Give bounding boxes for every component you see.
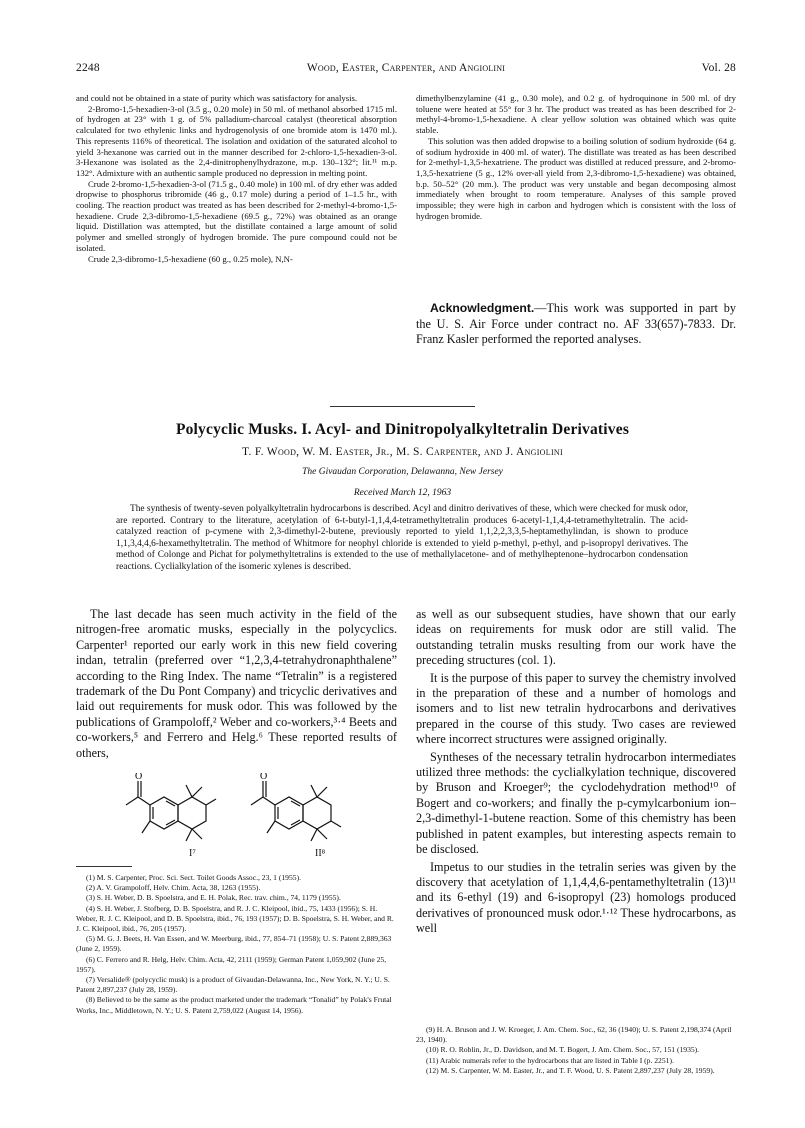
acknowledgment-heading: Acknowledgment. [430, 301, 535, 315]
structure-I-drawing [126, 773, 216, 841]
footnote: (3) S. H. Weber, D. B. Spoelstra, and E. H. Polak, Rec. trav. chim., 74, 1179 (1955). [86, 893, 341, 903]
footnote: (8) Believed to be the same as the product marketed under the trademark “Tonalid” by Polak's Frutal Works, Inc., Middletown, N. Y.; U. S. Patent 2,759,022 (August 14, 1956). [76, 995, 392, 1015]
page-number: 2248 [76, 62, 100, 74]
paragraph: It is the purpose of this paper to survey the chemistry involved in the preparation of these and a number of homologs and isomers and to list new tetralin hydrocarbons and derivatives prepared in the course of this study. Two cases are reviewed where incorrect structures were assigned originally. [416, 670, 736, 747]
footnote: (7) Versalide® (polycyclic musk) is a product of Givaudan-Delawanna, Inc., New York, N. Y.; U. S. Patent 2,897,237 (July 28, 1959). [76, 975, 390, 995]
footnote: (4) S. H. Weber, J. Stofberg, D. B. Spoelstra, and R. J. C. Kleipool, ibid., 75, 1433 (1956); S. H. Weber, R. J. C. Kleipool, and D. B. Spoelstra, ibid., 76, 193 (1957); D. B. Spoelstra, S. H. Weber, and R. J. C. Kleipool, ibid., 76, 205 (1957). [76, 903, 394, 934]
footnote-rule [76, 866, 132, 867]
paragraph: as well as our subsequent studies, have shown that our early ideas on requirements for musk odor are still valid. The outstanding tetralin musks resulting from our work have the preceding structures (col. 1). [416, 607, 736, 668]
footnotes-left [76, 873, 397, 1016]
footnote: (9) H. A. Bruson and J. W. Kroeger, J. Am. Chem. Soc., 62, 36 (1940); U. S. Patent 2,198,374 (April 23, 1940). [416, 1025, 732, 1045]
footnote: (12) M. S. Carpenter, W. M. Easter, Jr., and T. F. Wood, U. S. Patent 2,897,237 (July 28, 1959). [426, 1065, 715, 1075]
prev-article-right-column [416, 93, 736, 221]
article-divider [330, 406, 475, 407]
footnote: (6) C. Ferrero and R. Helg, Helv. Chim. Acta, 42, 2111 (1959); German Patent 1,059,902 (June 25, 1957). [76, 954, 387, 974]
structure-II-drawing [251, 773, 341, 841]
paragraph: dimethylbenzylamine (41 g., 0.30 mole), and 0.2 g. of hydroquinone in 500 ml. of dry toluene were heated at 55° for 3 hr. The product was treated as has been described for 2-methyl-4-bromo-1,5-hexadiene. A clear yellow solution was obtained which was quite stable. [416, 93, 736, 136]
acknowledgment-text: —This work was supported in part by the U. S. Air Force under contract no. AF 33(657)-7833. Dr. Franz Kasler performed the reported analyses. [416, 301, 736, 347]
paragraph: Syntheses of the necessary tetralin hydrocarbon intermediates utilized three methods: the cyclialkylation technique, discovered by Bruson and Kroeger⁹; the cyclodehydration method¹⁰ of Bogert and co-workers; and finally the p-cymylcarbonium ion–2,3-dimethyl-1-butene reaction. Some of this chemistry has been published in patent examples, but interesting aspects remain to be disclosed. [416, 749, 736, 857]
footnotes-right [416, 1025, 736, 1076]
running-title: Wood, Easter, Carpenter, and Angiolini [306, 62, 506, 74]
article-authors: T. F. Wood, W. M. Easter, Jr., M. S. Carpenter, and J. Angiolini [242, 446, 563, 458]
acknowledgment [416, 301, 736, 348]
paragraph: Crude 2,3-dibromo-1,5-hexadiene (60 g., 0.25 mole), N,N- [88, 253, 293, 264]
paragraph: This solution was then added dropwise to a boiling solution of sodium hydroxide (64 g. of sodium hydroxide in 400 ml. of water). The distillate was treated as has been described for 2-methyl-1,3,5-hexatriene. The product was distilled at reduced pressure, and 2-bromo-1,3,5-hexatriene (5 g., 12% over-all yield from 2,3-dibromo-1,5-hexadiene) was obtained, b.p. 50–52° (20 mm.). The product was very unstable and began decomposing almost immediately when brought to room temperature. Analyses of this sample proved impossible; they were high in carbon and hydrogen which is consistent with the loss of hydrogen bromide. [416, 135, 736, 221]
body-right-column [416, 607, 736, 939]
running-head [76, 62, 736, 76]
paragraph: 2-Bromo-1,5-hexadien-3-ol (3.5 g., 0.20 mole) in 50 ml. of methanol absorbed 1715 ml. of hydrogen at 23° with 1 g. of 5% palladium-charcoal catalyst (theoretical absorption calculated for two ethylenic links and hydrogenolysis of one bromide atom is 1470 ml.). This represents 116% of theoretical. The isolation and oxidation of the saturated alcohol to yield 3-hexanone was carried out in the manner described for 2-chloro-1,5-hexadien-3-ol. 3-Hexanone was isolated as the 2,4-dinitrophenylhydrazone, m.p. 130–132°; lit.¹¹ m.p. 132°. Admixture with an authentic sample produced no depression in melting point. [76, 103, 397, 178]
article-title: Polycyclic Musks. I. Acyl- and Dinitropolyalkyltetralin Derivatives [175, 421, 630, 438]
structure-II-label: II⁸ [315, 848, 326, 859]
svg-text:O: O [135, 773, 143, 782]
paragraph: Impetus to our studies in the tetralin series was given by the discovery that acetylation of 1,1,4,4,6-pentamethyltetralin (13)¹¹ and its 6-ethyl (19) and 6-isopropyl (23) homologs produced derivatives of pronounced musk odor.¹·¹² These hydrocarbons, as well [416, 859, 736, 936]
footnote: (5) M. G. J. Beets, H. Van Essen, and W. Meerburg, ibid., 77, 854–71 (1958); U. S. Patent 2,889,363 (June 2, 1959). [76, 934, 392, 954]
paragraph: Crude 2-bromo-1,5-hexadien-3-ol (71.5 g., 0.40 mole) in 100 ml. of dry ether was added dropwise to phosphorus tribromide (46 g., 0.17 mole) during a period of 1–1.5 hr., with cooling. The reaction product was treated as has been described for 2-methyl-4-bromo-1,5-hexadiene. Crude 2,3-dibromo-1,5-hexadiene (69.5 g., 72%) was obtained as an orange liquid. Distillation was attempted, but the distillate contained a large amount of solid polymer and smelled strongly of hydrogen bromide. The pure compound could not be isolated. [76, 178, 397, 253]
prev-article-left-column [76, 93, 397, 264]
svg-text:O: O [260, 773, 268, 782]
footnote: (2) A. V. Grampoloff, Helv. Chim. Acta, 38, 1263 (1955). [86, 883, 261, 893]
paragraph: and could not be obtained in a state of purity which was satisfactory for analysis. [76, 93, 358, 103]
received-date: Received March 12, 1963 [353, 488, 452, 498]
volume-label: Vol. 28 [701, 62, 736, 74]
body-left-column [76, 607, 397, 763]
structure-I-label: I⁷ [189, 848, 196, 859]
footnote: (10) R. O. Roblin, Jr., D. Davidson, and M. T. Bogert, J. Am. Chem. Soc., 57, 151 (1935). [426, 1045, 700, 1055]
paragraph: The last decade has seen much activity in the field of the nitrogen-free aromatic musks, especially in the polycyclics. Carpenter¹ reported our early work in this new field covering indan, tetralin (preferred over “1,2,3,4-tetrahydronaphthalene” according to the Ring Index. The name “Tetralin” is a registered trademark of the Du Pont Company) and tricyclic derivatives and laid out requirements for musk odor. This was followed by the publications of Grampoloff,² Weber and co-workers,³·⁴ Beets and co-workers,⁵ and Ferrero and Helg.⁶ These reported results of others, [76, 607, 397, 760]
footnote: (11) Arabic numerals refer to the hydrocarbons that are listed in Table I (p. 2251). [426, 1055, 674, 1065]
abstract: The synthesis of twenty-seven polyalkyltetralin hydrocarbons is described. Acyl and dinitro derivatives of these, which were checked for musk odor, are reported. Contrary to the literature, acetylation of 6-t-butyl-1,1,4,4-tetramethyltetralin produces 6-acetyl-1,1,4,4-tetramethyltetralin. The acid-catalyzed reaction of p-cymene with 2,3-dimethyl-2-butene, previously reported to yield 1,1,2,2,3,3,5-heptamethylindan, is shown to produce 1,1,3,4,4,6-hexamethyltetralin. The method of Whitmore for neophyl chloride is extended to yield p-methyl, p-ethyl, and p-isopropyl derivatives. The method of Colonge and Pichat for polymethyltetralins is extended to the use of methallylacetone- and of methylheptenone–hydrocarbon condensation reactions. Cyclialkylation of the isomeric xylenes is described. [116, 504, 688, 572]
footnote: (1) M. S. Carpenter, Proc. Sci. Sect. Toilet Goods Assoc., 23, 1 (1955). [86, 873, 302, 882]
article-affiliation: The Givaudan Corporation, Delawanna, New Jersey [302, 467, 503, 477]
